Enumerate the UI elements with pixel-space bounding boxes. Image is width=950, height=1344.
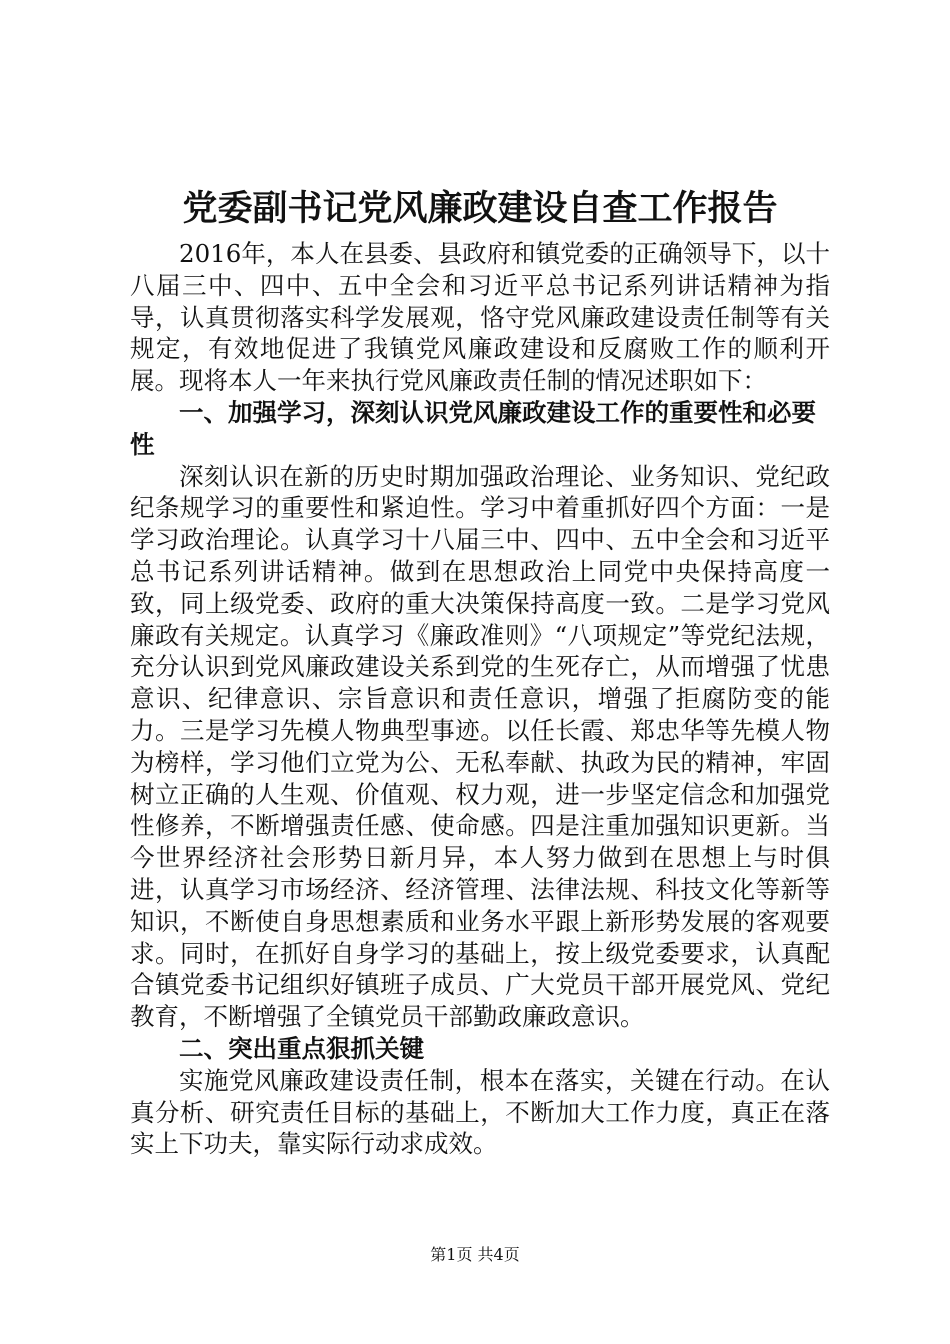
section-1-heading: 一、加强学习，深刻认识党风廉政建设工作的重要性和必要性 bbox=[130, 397, 816, 459]
section-2-paragraph: 实施党风廉政建设责任制，根本在落实，关键在行动。在认真分析、研究责任目标的基础上，不断加大工作力度，真正在落实上下功夫，靠实际行动求成效。 bbox=[130, 1065, 830, 1159]
section-1-paragraph: 深刻认识在新的历史时期加强政治理论、业务知识、党纪政纪条规学习的重要性和紧迫性。学习中着重抓好四个方面：一是学习政治理论。认真学习十八届三中、四中、五中全会和习近平总书记系列讲话精神。做到在思想政治上同党中央保持高度一致，同上级党委、政府的重大决策保持高度一致。二是学习党风廉政有关规定。认真学习《廉政准则》“八项规定”等党纪法规，充分认识到党风廉政建设关系到党的生死存亡，从而增强了忧患意识、纪律意识、宗旨意识和责任意识，增强了拒腐防变的能力。三是学习先模人物典型事迹。以任长霞、郑忠华等先模人物为榜样，学习他们立党为公、无私奉献、执政为民的精神，牢固树立正确的人生观、价值观、权力观，进一步坚定信念和加强党性修养，不断增强责任感、使命感。四是注重加强知识更新。当今世界经济社会形势日新月异，本人努力做到在思想上与时俱进，认真学习市场经济、经济管理、法律法规、科技文化等新等知识，不断使自身思想素质和业务水平跟上新形势发展的客观要求。同时，在抓好自身学习的基础上，按上级党委要求，认真配合镇党委书记组织好镇班子成员、广大党员干部开展党风、党纪教育，不断增强了全镇党员干部勤政廉政意识。 bbox=[130, 461, 830, 1032]
section-2-heading: 二、突出重点狠抓关键 bbox=[179, 1033, 424, 1063]
document-title: 党委副书记党风廉政建设自查工作报告 bbox=[182, 188, 778, 229]
page-number-footer: 第1页 共4页 bbox=[430, 1245, 520, 1264]
document-body bbox=[130, 238, 830, 1160]
intro-paragraph: 2016年，本人在县委、县政府和镇党委的正确领导下，以十八届三中、四中、五中全会和习近平总书记系列讲话精神为指导，认真贯彻落实科学发展观，恪守党风廉政建设责任制等有关规定，有效地促进了我镇党风廉政建设和反腐败工作的顺利开展。现将本人一年来执行党风廉政责任制的情况述职如下： bbox=[130, 239, 830, 396]
